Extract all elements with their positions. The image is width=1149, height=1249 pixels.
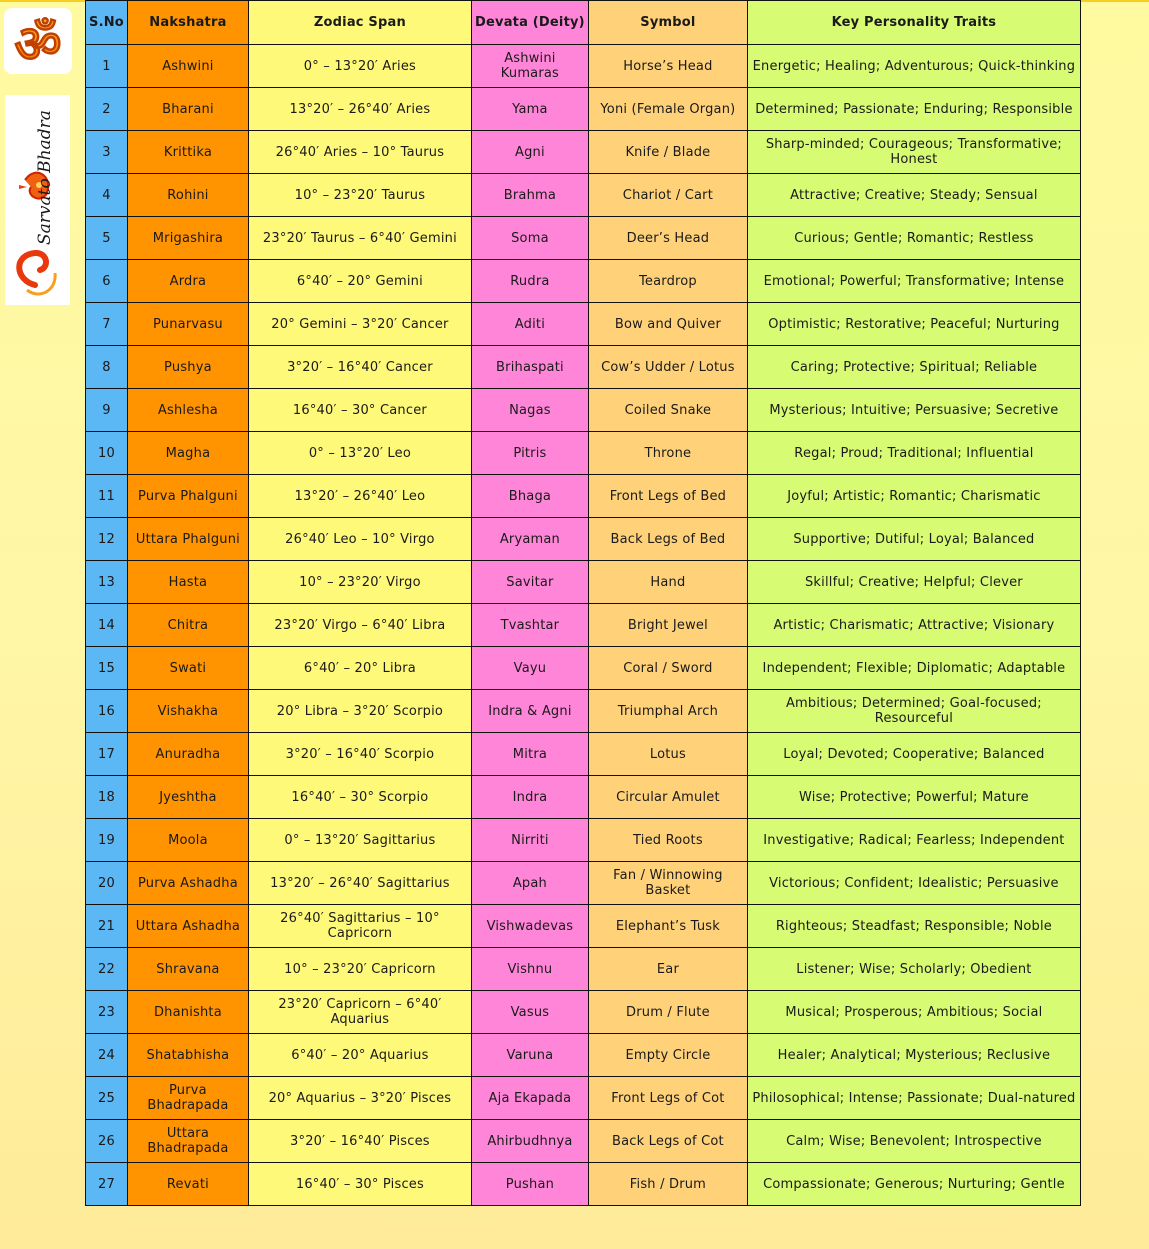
table-row [86, 131, 1081, 174]
cell-nakshatra: Ashlesha [127, 389, 248, 432]
cell-sno: 6 [86, 260, 128, 303]
cell-nakshatra: Mrigashira [127, 217, 248, 260]
cell-symbol: Fish / Drum [588, 1163, 747, 1206]
cell-devata: Rudra [471, 260, 588, 303]
cell-zodiac-span: 6°40′ – 20° Libra [248, 647, 471, 690]
cell-devata: Brahma [471, 174, 588, 217]
cell-traits: Emotional; Powerful; Transformative; Intense [747, 260, 1080, 303]
cell-traits: Ambitious; Determined; Goal-focused; Resourceful [747, 690, 1080, 733]
table-row [86, 991, 1081, 1034]
table-row [86, 346, 1081, 389]
cell-traits: Musical; Prosperous; Ambitious; Social [747, 991, 1080, 1034]
cell-nakshatra: Ashwini [127, 45, 248, 88]
table-row [86, 690, 1081, 733]
table-row [86, 1120, 1081, 1163]
cell-symbol: Yoni (Female Organ) [588, 88, 747, 131]
table-row [86, 647, 1081, 690]
cell-zodiac-span: 3°20′ – 16°40′ Cancer [248, 346, 471, 389]
cell-devata: Pushan [471, 1163, 588, 1206]
cell-sno: 19 [86, 819, 128, 862]
cell-sno: 24 [86, 1034, 128, 1077]
header-sno: S.No [86, 1, 128, 45]
cell-devata: Ahirbudhnya [471, 1120, 588, 1163]
table-row [86, 389, 1081, 432]
cell-devata: Vasus [471, 991, 588, 1034]
cell-devata: Aryaman [471, 518, 588, 561]
table-row [86, 260, 1081, 303]
cell-sno: 26 [86, 1120, 128, 1163]
cell-traits: Caring; Protective; Spiritual; Reliable [747, 346, 1080, 389]
table-row [86, 905, 1081, 948]
om-logo [4, 8, 72, 74]
cell-sno: 4 [86, 174, 128, 217]
cell-nakshatra: Moola [127, 819, 248, 862]
table-row [86, 819, 1081, 862]
header-symbol: Symbol [588, 1, 747, 45]
table-row [86, 1163, 1081, 1206]
cell-zodiac-span: 26°40′ Sagittarius – 10° Capricorn [248, 905, 471, 948]
cell-symbol: Back Legs of Bed [588, 518, 747, 561]
cell-zodiac-span: 26°40′ Leo – 10° Virgo [248, 518, 471, 561]
cell-sno: 14 [86, 604, 128, 647]
cell-sno: 11 [86, 475, 128, 518]
table-row [86, 303, 1081, 346]
cell-nakshatra: Purva Ashadha [127, 862, 248, 905]
cell-symbol: Triumphal Arch [588, 690, 747, 733]
cell-sno: 3 [86, 131, 128, 174]
cell-symbol: Horse’s Head [588, 45, 747, 88]
cell-sno: 10 [86, 432, 128, 475]
cell-zodiac-span: 3°20′ – 16°40′ Pisces [248, 1120, 471, 1163]
cell-devata: Indra [471, 776, 588, 819]
cell-nakshatra: Purva Bhadrapada [127, 1077, 248, 1120]
cell-zodiac-span: 13°20′ – 26°40′ Aries [248, 88, 471, 131]
cell-sno: 16 [86, 690, 128, 733]
table-row [86, 88, 1081, 131]
cell-symbol: Empty Circle [588, 1034, 747, 1077]
table-row [86, 174, 1081, 217]
cell-sno: 12 [86, 518, 128, 561]
cell-zodiac-span: 13°20′ – 26°40′ Sagittarius [248, 862, 471, 905]
cell-symbol: Throne [588, 432, 747, 475]
cell-zodiac-span: 16°40′ – 30° Pisces [248, 1163, 471, 1206]
table-row [86, 45, 1081, 88]
cell-traits: Compassionate; Generous; Nurturing; Gentle [747, 1163, 1080, 1206]
cell-zodiac-span: 20° Aquarius – 3°20′ Pisces [248, 1077, 471, 1120]
cell-zodiac-span: 16°40′ – 30° Cancer [248, 389, 471, 432]
cell-sno: 9 [86, 389, 128, 432]
cell-nakshatra: Ardra [127, 260, 248, 303]
cell-symbol: Front Legs of Bed [588, 475, 747, 518]
cell-sno: 25 [86, 1077, 128, 1120]
cell-traits: Independent; Flexible; Diplomatic; Adaptable [747, 647, 1080, 690]
cell-symbol: Cow’s Udder / Lotus [588, 346, 747, 389]
cell-traits: Curious; Gentle; Romantic; Restless [747, 217, 1080, 260]
cell-nakshatra: Revati [127, 1163, 248, 1206]
cell-symbol: Drum / Flute [588, 991, 747, 1034]
cell-symbol: Coral / Sword [588, 647, 747, 690]
cell-nakshatra: Vishakha [127, 690, 248, 733]
cell-symbol: Front Legs of Cot [588, 1077, 747, 1120]
cell-nakshatra: Jyeshtha [127, 776, 248, 819]
table-row [86, 776, 1081, 819]
cell-sno: 8 [86, 346, 128, 389]
table-row [86, 432, 1081, 475]
cell-devata: Vishnu [471, 948, 588, 991]
cell-traits: Optimistic; Restorative; Peaceful; Nurturing [747, 303, 1080, 346]
cell-devata: Mitra [471, 733, 588, 776]
table-row [86, 518, 1081, 561]
cell-traits: Victorious; Confident; Idealistic; Persuasive [747, 862, 1080, 905]
cell-nakshatra: Anuradha [127, 733, 248, 776]
cell-nakshatra: Uttara Ashadha [127, 905, 248, 948]
cell-nakshatra: Bharani [127, 88, 248, 131]
cell-traits: Energetic; Healing; Adventurous; Quick-thinking [747, 45, 1080, 88]
cell-sno: 17 [86, 733, 128, 776]
cell-zodiac-span: 26°40′ Aries – 10° Taurus [248, 131, 471, 174]
cell-traits: Determined; Passionate; Enduring; Responsible [747, 88, 1080, 131]
cell-symbol: Teardrop [588, 260, 747, 303]
cell-traits: Loyal; Devoted; Cooperative; Balanced [747, 733, 1080, 776]
cell-zodiac-span: 23°20′ Taurus – 6°40′ Gemini [248, 217, 471, 260]
table-row [86, 561, 1081, 604]
cell-zodiac-span: 6°40′ – 20° Gemini [248, 260, 471, 303]
cell-devata: Aditi [471, 303, 588, 346]
cell-sno: 23 [86, 991, 128, 1034]
table-row [86, 475, 1081, 518]
cell-sno: 2 [86, 88, 128, 131]
nakshatra-table [85, 0, 1081, 1206]
svg-text:Sarvato Bhadra: Sarvato Bhadra [35, 110, 55, 245]
cell-nakshatra: Shravana [127, 948, 248, 991]
cell-traits: Skillful; Creative; Helpful; Clever [747, 561, 1080, 604]
cell-nakshatra: Hasta [127, 561, 248, 604]
cell-sno: 18 [86, 776, 128, 819]
cell-zodiac-span: 0° – 13°20′ Aries [248, 45, 471, 88]
cell-nakshatra: Swati [127, 647, 248, 690]
cell-devata: Yama [471, 88, 588, 131]
om-icon [6, 10, 70, 72]
header-devata: Devata (Deity) [471, 1, 588, 45]
cell-nakshatra: Magha [127, 432, 248, 475]
header-traits: Key Personality Traits [747, 1, 1080, 45]
cell-sno: 5 [86, 217, 128, 260]
cell-symbol: Fan / Winnowing Basket [588, 862, 747, 905]
cell-traits: Philosophical; Intense; Passionate; Dual-natured [747, 1077, 1080, 1120]
cell-symbol: Lotus [588, 733, 747, 776]
cell-devata: Indra & Agni [471, 690, 588, 733]
cell-zodiac-span: 3°20′ – 16°40′ Scorpio [248, 733, 471, 776]
cell-sno: 22 [86, 948, 128, 991]
cell-devata: Apah [471, 862, 588, 905]
cell-traits: Regal; Proud; Traditional; Influential [747, 432, 1080, 475]
cell-devata: Ashwini Kumaras [471, 45, 588, 88]
cell-devata: Nagas [471, 389, 588, 432]
cell-zodiac-span: 23°20′ Capricorn – 6°40′ Aquarius [248, 991, 471, 1034]
table-row [86, 1034, 1081, 1077]
cell-zodiac-span: 13°20′ – 26°40′ Leo [248, 475, 471, 518]
cell-zodiac-span: 10° – 23°20′ Taurus [248, 174, 471, 217]
cell-devata: Vishwadevas [471, 905, 588, 948]
cell-devata: Savitar [471, 561, 588, 604]
cell-symbol: Elephant’s Tusk [588, 905, 747, 948]
cell-traits: Calm; Wise; Benevolent; Introspective [747, 1120, 1080, 1163]
cell-nakshatra: Dhanishta [127, 991, 248, 1034]
cell-devata: Pitris [471, 432, 588, 475]
cell-zodiac-span: 0° – 13°20′ Leo [248, 432, 471, 475]
cell-traits: Artistic; Charismatic; Attractive; Visionary [747, 604, 1080, 647]
cell-sno: 7 [86, 303, 128, 346]
table-header-row [86, 1, 1081, 45]
cell-zodiac-span: 23°20′ Virgo – 6°40′ Libra [248, 604, 471, 647]
brand-logo-icon [5, 95, 70, 305]
cell-nakshatra: Uttara Bhadrapada [127, 1120, 248, 1163]
cell-zodiac-span: 0° – 13°20′ Sagittarius [248, 819, 471, 862]
cell-devata: Soma [471, 217, 588, 260]
table-body [86, 45, 1081, 1206]
cell-traits: Investigative; Radical; Fearless; Independent [747, 819, 1080, 862]
cell-traits: Righteous; Steadfast; Responsible; Noble [747, 905, 1080, 948]
cell-sno: 21 [86, 905, 128, 948]
cell-nakshatra: Pushya [127, 346, 248, 389]
cell-devata: Vayu [471, 647, 588, 690]
cell-zodiac-span: 16°40′ – 30° Scorpio [248, 776, 471, 819]
cell-sno: 13 [86, 561, 128, 604]
cell-traits: Mysterious; Intuitive; Persuasive; Secretive [747, 389, 1080, 432]
cell-symbol: Circular Amulet [588, 776, 747, 819]
cell-zodiac-span: 10° – 23°20′ Capricorn [248, 948, 471, 991]
cell-traits: Joyful; Artistic; Romantic; Charismatic [747, 475, 1080, 518]
cell-nakshatra: Uttara Phalguni [127, 518, 248, 561]
header-zodiac-span: Zodiac Span [248, 1, 471, 45]
table-row [86, 733, 1081, 776]
cell-devata: Agni [471, 131, 588, 174]
svg-text:ॐ: ॐ [14, 15, 62, 72]
cell-symbol: Knife / Blade [588, 131, 747, 174]
cell-symbol: Back Legs of Cot [588, 1120, 747, 1163]
cell-symbol: Hand [588, 561, 747, 604]
cell-symbol: Coiled Snake [588, 389, 747, 432]
cell-nakshatra: Shatabhisha [127, 1034, 248, 1077]
cell-devata: Bhaga [471, 475, 588, 518]
cell-zodiac-span: 20° Gemini – 3°20′ Cancer [248, 303, 471, 346]
cell-sno: 27 [86, 1163, 128, 1206]
table-row [86, 948, 1081, 991]
cell-zodiac-span: 6°40′ – 20° Aquarius [248, 1034, 471, 1077]
cell-nakshatra: Rohini [127, 174, 248, 217]
cell-traits: Attractive; Creative; Steady; Sensual [747, 174, 1080, 217]
table-row [86, 1077, 1081, 1120]
table-row [86, 604, 1081, 647]
sarvato-bhadra-logo [5, 95, 70, 305]
header-nakshatra: Nakshatra [127, 1, 248, 45]
cell-symbol: Bow and Quiver [588, 303, 747, 346]
cell-symbol: Deer’s Head [588, 217, 747, 260]
cell-zodiac-span: 20° Libra – 3°20′ Scorpio [248, 690, 471, 733]
cell-symbol: Chariot / Cart [588, 174, 747, 217]
table-row [86, 217, 1081, 260]
cell-nakshatra: Punarvasu [127, 303, 248, 346]
cell-traits: Listener; Wise; Scholarly; Obedient [747, 948, 1080, 991]
cell-traits: Supportive; Dutiful; Loyal; Balanced [747, 518, 1080, 561]
cell-symbol: Tied Roots [588, 819, 747, 862]
cell-sno: 20 [86, 862, 128, 905]
cell-devata: Brihaspati [471, 346, 588, 389]
cell-traits: Sharp-minded; Courageous; Transformative; Honest [747, 131, 1080, 174]
cell-devata: Varuna [471, 1034, 588, 1077]
cell-nakshatra: Krittika [127, 131, 248, 174]
cell-sno: 1 [86, 45, 128, 88]
cell-devata: Tvashtar [471, 604, 588, 647]
cell-traits: Healer; Analytical; Mysterious; Reclusive [747, 1034, 1080, 1077]
cell-sno: 15 [86, 647, 128, 690]
table-row [86, 862, 1081, 905]
cell-nakshatra: Chitra [127, 604, 248, 647]
cell-devata: Aja Ekapada [471, 1077, 588, 1120]
cell-devata: Nirriti [471, 819, 588, 862]
cell-zodiac-span: 10° – 23°20′ Virgo [248, 561, 471, 604]
cell-traits: Wise; Protective; Powerful; Mature [747, 776, 1080, 819]
cell-nakshatra: Purva Phalguni [127, 475, 248, 518]
cell-symbol: Bright Jewel [588, 604, 747, 647]
cell-symbol: Ear [588, 948, 747, 991]
